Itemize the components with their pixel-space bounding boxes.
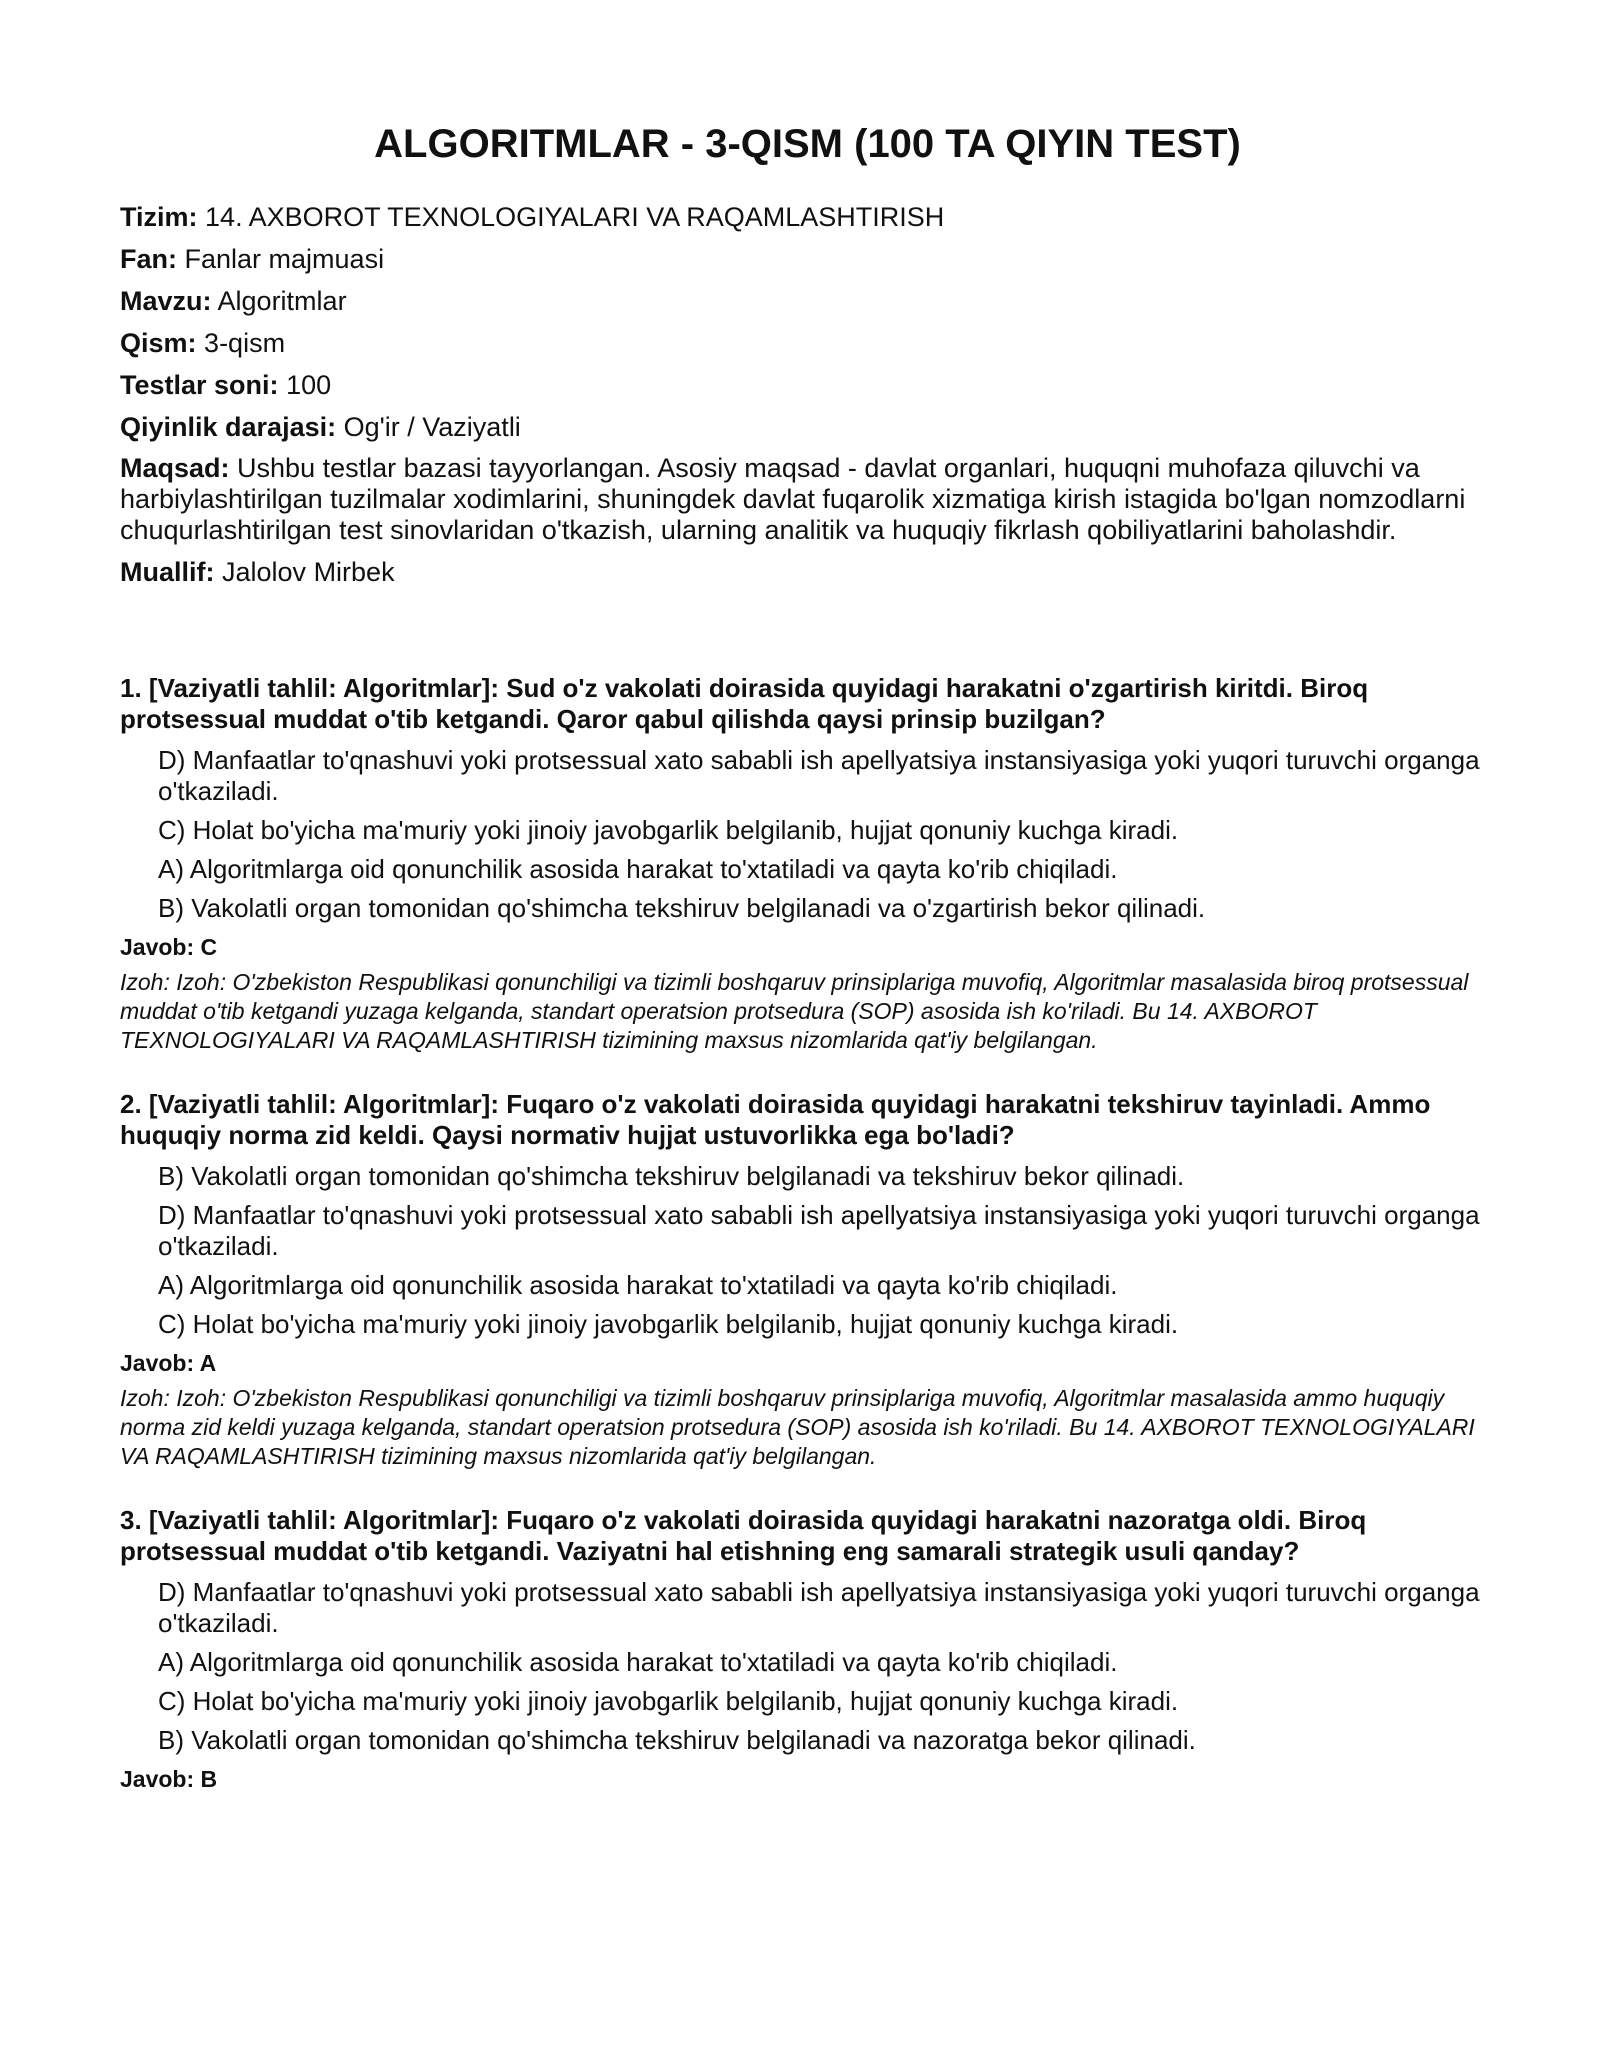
meta-part: [120, 327, 1495, 359]
option-item: D) Manfaatlar to'qnashuvi yoki protsessual xato sababli ish apellyatsiya instansiyasiga yoki yuqori turuvchi organga o'tkaziladi.: [158, 1577, 1480, 1638]
meta-value: Og'ir / Vaziyatli: [343, 412, 521, 442]
option-item: B) Vakolatli organ tomonidan qo'shimcha tekshiruv belgilanadi va o'zgartirish bekor qilinadi.: [158, 893, 1206, 923]
meta-difficulty: [120, 411, 1495, 443]
meta-test-count: [120, 369, 1495, 401]
option-item: A) Algoritmlarga oid qonunchilik asosida harakat to'xtatiladi va qayta ko'rib chiqiladi.: [158, 1270, 1118, 1300]
question-text: 2. [Vaziyatli tahlil: Algoritmlar]: Fuqaro o'z vakolati doirasida quyidagi harakatni tekshiruv tayinladi. Ammo huquqiy norma zid keldi. Qaysi normativ hujjat ustuvorlikka ega bo'ladi?: [120, 1089, 1431, 1150]
meta-value: Algoritmlar: [217, 286, 347, 316]
option-item: B) Vakolatli organ tomonidan qo'shimcha tekshiruv belgilanadi va nazoratga bekor qilinadi.: [158, 1725, 1196, 1755]
meta-value: Jalolov Mirbek: [222, 557, 395, 587]
meta-value: Ushbu testlar bazasi tayyorlangan. Asosiy maqsad - davlat organlari, huquqni muhofaza qiluvchi va harbiylashtirilgan tuzilmalar xodimlarini, shuningdek davlat fuqarolik xizmatiga kirish istagida bo'lgan nomzodlarni chuqurlashtirilgan test sinovlaridan o'tkazish, ularning analitik va huquqiy fikrlash qobiliyatlarini baholashdir.: [120, 453, 1466, 545]
option-item: A) Algoritmlarga oid qonunchilik asosida harakat to'xtatiladi va qayta ko'rib chiqiladi.: [158, 854, 1118, 884]
meta-value: 100: [286, 370, 332, 400]
meta-value: 14. AXBOROT TEXNOLOGIYALARI VA RAQAMLASHTIRISH: [205, 202, 945, 232]
meta-key: Testlar soni:: [120, 370, 279, 400]
question-2: [120, 1089, 1495, 1471]
explanation-note: Izoh: Izoh: O'zbekiston Respublikasi qonunchiligi va tizimli boshqaruv prinsiplariga muvofiq, Algoritmlar masalasida biroq protsessual muddat o'tib ketgandi yuzaga kelganda, standart operatsion protsedura (SOP) asosida ish ko'riladi. Bu 14. AXBOROT TEXNOLOGIYALARI VA RAQAMLASHTIRISH tizimining maxsus nizomlarida qat'iy belgilangan.: [120, 969, 1469, 1053]
option-item: C) Holat bo'yicha ma'muriy yoki jinoiy javobgarlik belgilanib, hujjat qonuniy kuchga kiradi.: [158, 1309, 1179, 1339]
meta-author: [120, 556, 1495, 588]
option-item: C) Holat bo'yicha ma'muriy yoki jinoiy javobgarlik belgilanib, hujjat qonuniy kuchga kiradi.: [158, 1686, 1179, 1716]
option-list: [120, 745, 1495, 924]
meta-key: Muallif:: [120, 557, 215, 587]
meta-value: Fanlar majmuasi: [184, 244, 385, 274]
answer-label: Javob: A: [120, 1350, 217, 1376]
metadata-block: [120, 201, 1495, 588]
option-item: D) Manfaatlar to'qnashuvi yoki protsessual xato sababli ish apellyatsiya instansiyasiga yoki yuqori turuvchi organga o'tkaziladi.: [158, 1200, 1480, 1261]
meta-topic: [120, 285, 1495, 317]
document-page: [120, 120, 1495, 1828]
meta-key: Fan:: [120, 244, 177, 274]
meta-key: Mavzu:: [120, 286, 212, 316]
option-list: [120, 1577, 1495, 1756]
meta-purpose: [120, 453, 1495, 546]
question-1: [120, 673, 1495, 1055]
meta-system: [120, 201, 1495, 233]
explanation-note: Izoh: Izoh: O'zbekiston Respublikasi qonunchiligi va tizimli boshqaruv prinsiplariga muvofiq, Algoritmlar masalasida ammo huquqiy norma zid keldi yuzaga kelganda, standart operatsion protsedura (SOP) asosida ish ko'riladi. Bu 14. AXBOROT TEXNOLOGIYALARI VA RAQAMLASHTIRISH tizimining maxsus nizomlarida qat'iy belgilangan.: [120, 1385, 1475, 1469]
document-title: ALGORITMLAR - 3-QISM (100 TA QIYIN TEST): [374, 122, 1241, 166]
question-text: 1. [Vaziyatli tahlil: Algoritmlar]: Sud o'z vakolati doirasida quyidagi harakatni o'zgartirish kiritdi. Biroq protsessual muddat o'tib ketgandi. Qaror qabul qilishda qaysi prinsip buzilgan?: [120, 673, 1369, 734]
option-list: [120, 1161, 1495, 1340]
answer-label: Javob: B: [120, 1766, 218, 1792]
question-3: [120, 1505, 1495, 1794]
option-item: B) Vakolatli organ tomonidan qo'shimcha tekshiruv belgilanadi va tekshiruv bekor qilinadi.: [158, 1161, 1185, 1191]
option-item: D) Manfaatlar to'qnashuvi yoki protsessual xato sababli ish apellyatsiya instansiyasiga yoki yuqori turuvchi organga o'tkaziladi.: [158, 745, 1480, 806]
question-text: 3. [Vaziyatli tahlil: Algoritmlar]: Fuqaro o'z vakolati doirasida quyidagi harakatni nazoratga oldi. Biroq protsessual muddat o'tib ketgandi. Vaziyatni hal etishning eng samarali strategik usuli qanday?: [120, 1505, 1367, 1566]
answer-label: Javob: C: [120, 934, 218, 960]
meta-key: Qism:: [120, 328, 197, 358]
meta-key: Tizim:: [120, 202, 198, 232]
meta-value: 3-qism: [204, 328, 286, 358]
option-item: C) Holat bo'yicha ma'muriy yoki jinoiy javobgarlik belgilanib, hujjat qonuniy kuchga kiradi.: [158, 815, 1179, 845]
meta-subject: [120, 243, 1495, 275]
option-item: A) Algoritmlarga oid qonunchilik asosida harakat to'xtatiladi va qayta ko'rib chiqiladi.: [158, 1647, 1118, 1677]
meta-key: Qiyinlik darajasi:: [120, 412, 337, 442]
meta-key: Maqsad:: [120, 453, 230, 483]
